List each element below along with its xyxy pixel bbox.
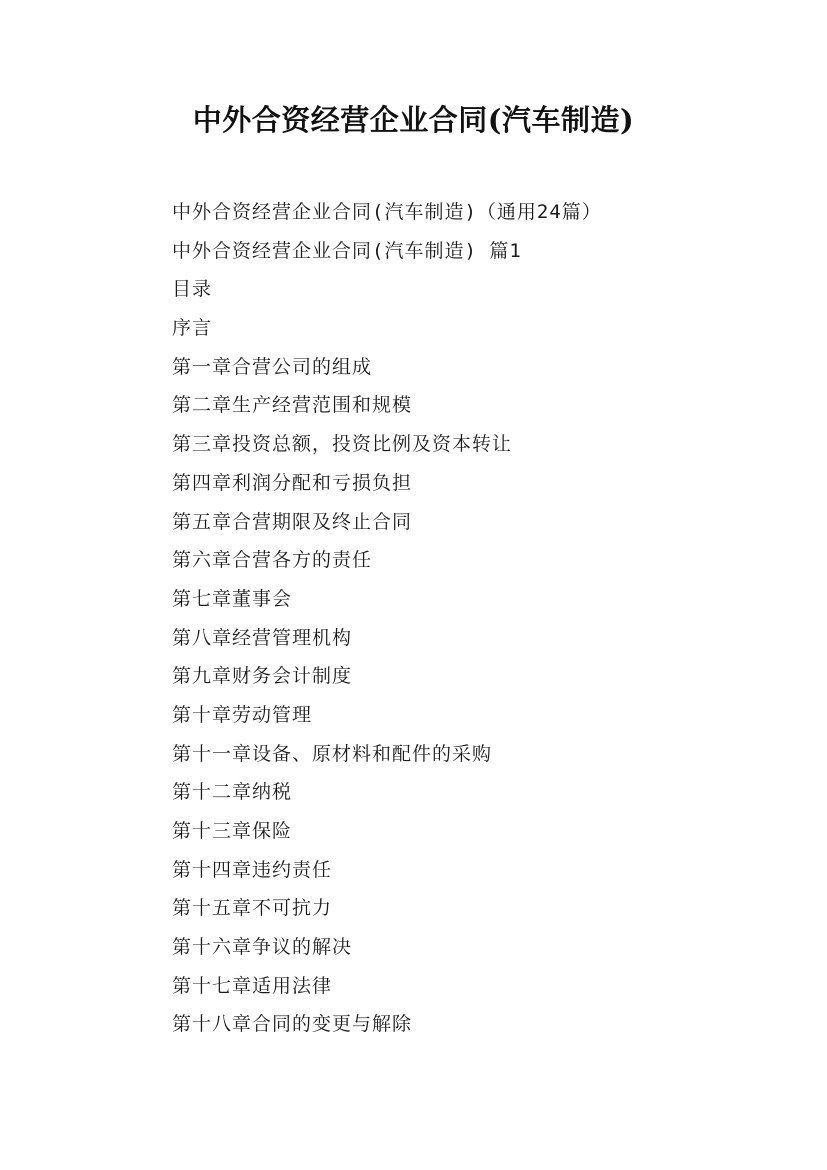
- toc-item-chapter-3: 第三章投资总额，投资比例及资本转让: [172, 433, 513, 456]
- intro-line-article-heading: 中外合资经营企业合同(汽车制造) 篇1: [172, 239, 522, 262]
- toc-item-chapter-2: 第二章生产经营范围和规模: [172, 394, 413, 417]
- toc-item-chapter-6: 第六章合营各方的责任: [172, 549, 373, 572]
- toc-item-chapter-18: 第十八章合同的变更与解除: [172, 1013, 413, 1036]
- toc-item-chapter-8: 第八章经营管理机构: [172, 626, 353, 649]
- toc-item-chapter-1: 第一章合营公司的组成: [172, 355, 373, 378]
- toc-item-chapter-10: 第十章劳动管理: [172, 703, 313, 726]
- toc-item-chapter-12: 第十二章纳税: [172, 781, 293, 804]
- toc-item-chapter-9: 第九章财务会计制度: [172, 665, 353, 688]
- toc-item-chapter-14: 第十四章违约责任: [172, 858, 333, 881]
- toc-item-chapter-7: 第七章董事会: [172, 587, 293, 610]
- toc-heading: 目录: [172, 278, 213, 301]
- document-title: 中外合资经营企业合同(汽车制造): [192, 103, 635, 137]
- toc-item-chapter-11: 第十一章设备、原材料和配件的采购: [172, 742, 493, 765]
- toc-item-chapter-13: 第十三章保险: [172, 820, 293, 842]
- intro-line-collection-title: 中外合资经营企业合同(汽车制造)（通用24篇）: [172, 201, 602, 223]
- toc-item-chapter-4: 第四章利润分配和亏损负担: [172, 471, 413, 494]
- toc-item-chapter-16: 第十六章争议的解决: [172, 936, 353, 959]
- toc-item-chapter-5: 第五章合营期限及终止合同: [172, 510, 413, 533]
- document-body: [172, 193, 772, 1044]
- toc-item-preface: 序言: [172, 317, 213, 340]
- toc-item-chapter-17: 第十七章适用法律: [172, 974, 333, 997]
- toc-item-chapter-15: 第十五章不可抗力: [172, 897, 333, 920]
